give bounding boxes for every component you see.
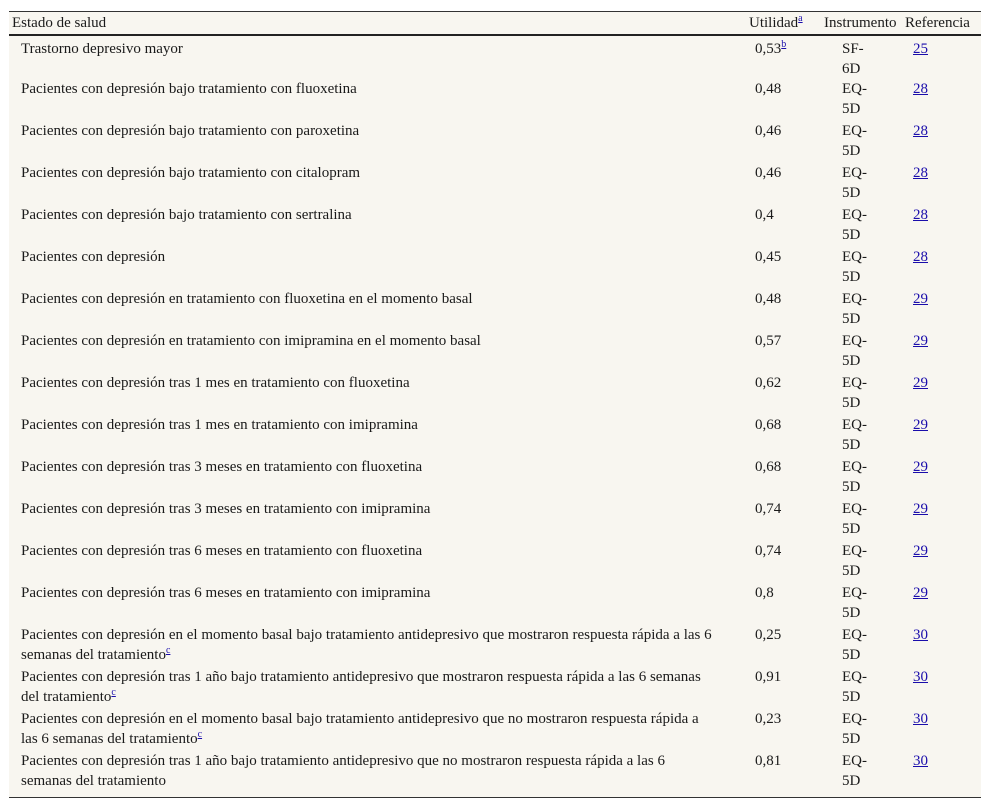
cell-health-state: Pacientes con depresión tras 1 año bajo tratamiento antidepresivo que mostraron respuesta rápida a las 6 semanas del tratamiento$^c$ (21, 669, 701, 705)
table-row (9, 583, 981, 625)
reference-link[interactable]: 30 (913, 753, 928, 769)
table-row (9, 751, 981, 793)
cell-instrument: EQ- 5D (842, 459, 867, 495)
reference-link[interactable]: 30 (913, 669, 928, 685)
cell-utility: 0,62 (755, 375, 782, 391)
cell-reference (905, 751, 981, 793)
state-footnote-link[interactable]: c (165, 645, 171, 656)
cell-instrument: EQ- 5D (842, 711, 867, 747)
reference-link[interactable]: 29 (913, 501, 928, 517)
cell-reference (905, 373, 981, 415)
table-row (9, 205, 981, 247)
table-body (9, 34, 981, 793)
cell-health-state: Pacientes con depresión en el momento basal bajo tratamiento antidepresivo que no mostraron respuesta rápida a las 6 semanas del tratamiento$^c$ (21, 711, 699, 747)
reference-link[interactable]: 29 (913, 291, 928, 307)
cell-health-state: Pacientes con depresión en tratamiento con fluoxetina en el momento basal (21, 291, 473, 307)
cell-health-state: Pacientes con depresión tras 3 meses en tratamiento con imipramina (21, 501, 431, 517)
header-reference: Referencia (905, 14, 970, 31)
cell-health-state: Pacientes con depresión bajo tratamiento con sertralina (21, 207, 352, 223)
cell-reference (905, 34, 981, 79)
reference-link[interactable]: 30 (913, 711, 928, 727)
cell-health-state: Pacientes con depresión bajo tratamiento con citalopram (21, 165, 361, 181)
reference-link[interactable]: 29 (913, 585, 928, 601)
cell-health-state: Pacientes con depresión en el momento basal bajo tratamiento antidepresivo que mostraron respuesta rápida a las 6 semanas del tratamiento$^c$ (21, 627, 712, 663)
table-row (9, 625, 981, 667)
cell-health-state: Pacientes con depresión bajo tratamiento con fluoxetina (21, 81, 357, 97)
cell-utility: 0,68 (755, 417, 782, 433)
cell-reference (905, 457, 981, 499)
table-row (9, 163, 981, 205)
cell-utility: 0,8 (755, 585, 774, 601)
cell-instrument: SF- 6D (842, 41, 864, 77)
table-bottom-rule (9, 797, 981, 798)
cell-instrument: EQ- 5D (842, 501, 867, 537)
cell-utility: 0,74 (755, 501, 782, 517)
utility-table-panel (9, 11, 981, 798)
reference-link[interactable]: 28 (913, 249, 928, 265)
cell-health-state: Pacientes con depresión tras 3 meses en tratamiento con fluoxetina (21, 459, 423, 475)
cell-utility: 0,91 (755, 669, 782, 685)
cell-instrument: EQ- 5D (842, 249, 867, 285)
cell-utility: 0,46 (755, 165, 782, 181)
cell-instrument: EQ- 5D (842, 291, 867, 327)
cell-instrument: EQ- 5D (842, 123, 867, 159)
cell-reference (905, 121, 981, 163)
cell-health-state: Pacientes con depresión bajo tratamiento con paroxetina (21, 123, 360, 139)
cell-instrument: EQ- 5D (842, 627, 867, 663)
header-utility: Utilidad$^a$ (749, 12, 803, 31)
utility-footnote-link[interactable]: a (798, 12, 803, 24)
table-row (9, 457, 981, 499)
cell-reference (905, 247, 981, 289)
header-state: Estado de salud (12, 14, 107, 31)
table-row (9, 373, 981, 415)
table-row (9, 499, 981, 541)
cell-health-state: Trastorno depresivo mayor (21, 41, 183, 57)
cell-reference (905, 331, 981, 373)
table-row (9, 667, 981, 709)
cell-utility: 0,74 (755, 543, 782, 559)
cell-instrument: EQ- 5D (842, 753, 867, 789)
cell-reference (905, 583, 981, 625)
cell-reference (905, 79, 981, 121)
reference-link[interactable]: 29 (913, 375, 928, 391)
cell-reference (905, 499, 981, 541)
reference-link[interactable]: 25 (913, 41, 928, 57)
cell-reference (905, 163, 981, 205)
cell-reference (905, 667, 981, 709)
state-footnote-link[interactable]: c (111, 687, 116, 698)
cell-health-state: Pacientes con depresión tras 1 año bajo tratamiento antidepresivo que no mostraron respuesta rápida a las 6 semanas del tratamiento (21, 753, 665, 789)
cell-reference (905, 625, 981, 667)
table-row (9, 34, 981, 79)
cell-instrument: EQ- 5D (842, 585, 867, 621)
cell-utility: 0,48 (755, 291, 782, 307)
reference-link[interactable]: 28 (913, 165, 928, 181)
cell-instrument: EQ- 5D (842, 375, 867, 411)
table-row (9, 247, 981, 289)
reference-link[interactable]: 29 (913, 417, 928, 433)
reference-link[interactable]: 28 (913, 207, 928, 223)
cell-utility: 0,48 (755, 81, 782, 97)
header-instrument: Instrumento (824, 14, 897, 31)
reference-link[interactable]: 28 (913, 81, 928, 97)
state-footnote-link[interactable]: c (197, 729, 203, 740)
table-header-row (9, 11, 981, 34)
cell-health-state: Pacientes con depresión tras 6 meses en tratamiento con imipramina (21, 585, 431, 601)
utility-table (9, 11, 981, 793)
reference-link[interactable]: 29 (913, 333, 928, 349)
cell-utility: 0,23 (755, 711, 782, 727)
cell-health-state: Pacientes con depresión tras 1 mes en tratamiento con imipramina (21, 417, 418, 433)
table-row (9, 331, 981, 373)
cell-reference (905, 415, 981, 457)
table-row (9, 415, 981, 457)
table-row (9, 541, 981, 583)
cell-reference (905, 709, 981, 751)
reference-link[interactable]: 29 (913, 459, 928, 475)
cell-utility: 0,4 (755, 207, 774, 223)
cell-reference (905, 205, 981, 247)
cell-instrument: EQ- 5D (842, 417, 867, 453)
cell-utility: 0,57 (755, 333, 782, 349)
cell-health-state: Pacientes con depresión en tratamiento con imipramina en el momento basal (21, 333, 481, 349)
cell-instrument: EQ- 5D (842, 81, 867, 117)
cell-instrument: EQ- 5D (842, 207, 867, 243)
cell-health-state: Pacientes con depresión tras 1 mes en tratamiento con fluoxetina (21, 375, 410, 391)
cell-utility: 0,45 (755, 249, 782, 265)
cell-health-state: Pacientes con depresión (21, 249, 166, 265)
cell-instrument: EQ- 5D (842, 543, 867, 579)
reference-link[interactable]: 30 (913, 627, 928, 643)
cell-utility: 0,81 (755, 753, 782, 769)
cell-instrument: EQ- 5D (842, 165, 867, 201)
cell-utility: 0,68 (755, 459, 782, 475)
reference-link[interactable]: 29 (913, 543, 928, 559)
cell-instrument: EQ- 5D (842, 333, 867, 369)
cell-health-state: Pacientes con depresión tras 6 meses en tratamiento con fluoxetina (21, 543, 423, 559)
cell-utility: 0,53$^b$ (755, 39, 787, 57)
table-row (9, 289, 981, 331)
cell-instrument: EQ- 5D (842, 669, 867, 705)
reference-link[interactable]: 28 (913, 123, 928, 139)
cell-utility: 0,46 (755, 123, 782, 139)
table-row (9, 709, 981, 751)
cell-utility: 0,25 (755, 627, 782, 643)
utility-value-footnote-link[interactable]: b (781, 39, 787, 50)
cell-reference (905, 541, 981, 583)
table-row (9, 79, 981, 121)
cell-reference (905, 289, 981, 331)
table-row (9, 121, 981, 163)
